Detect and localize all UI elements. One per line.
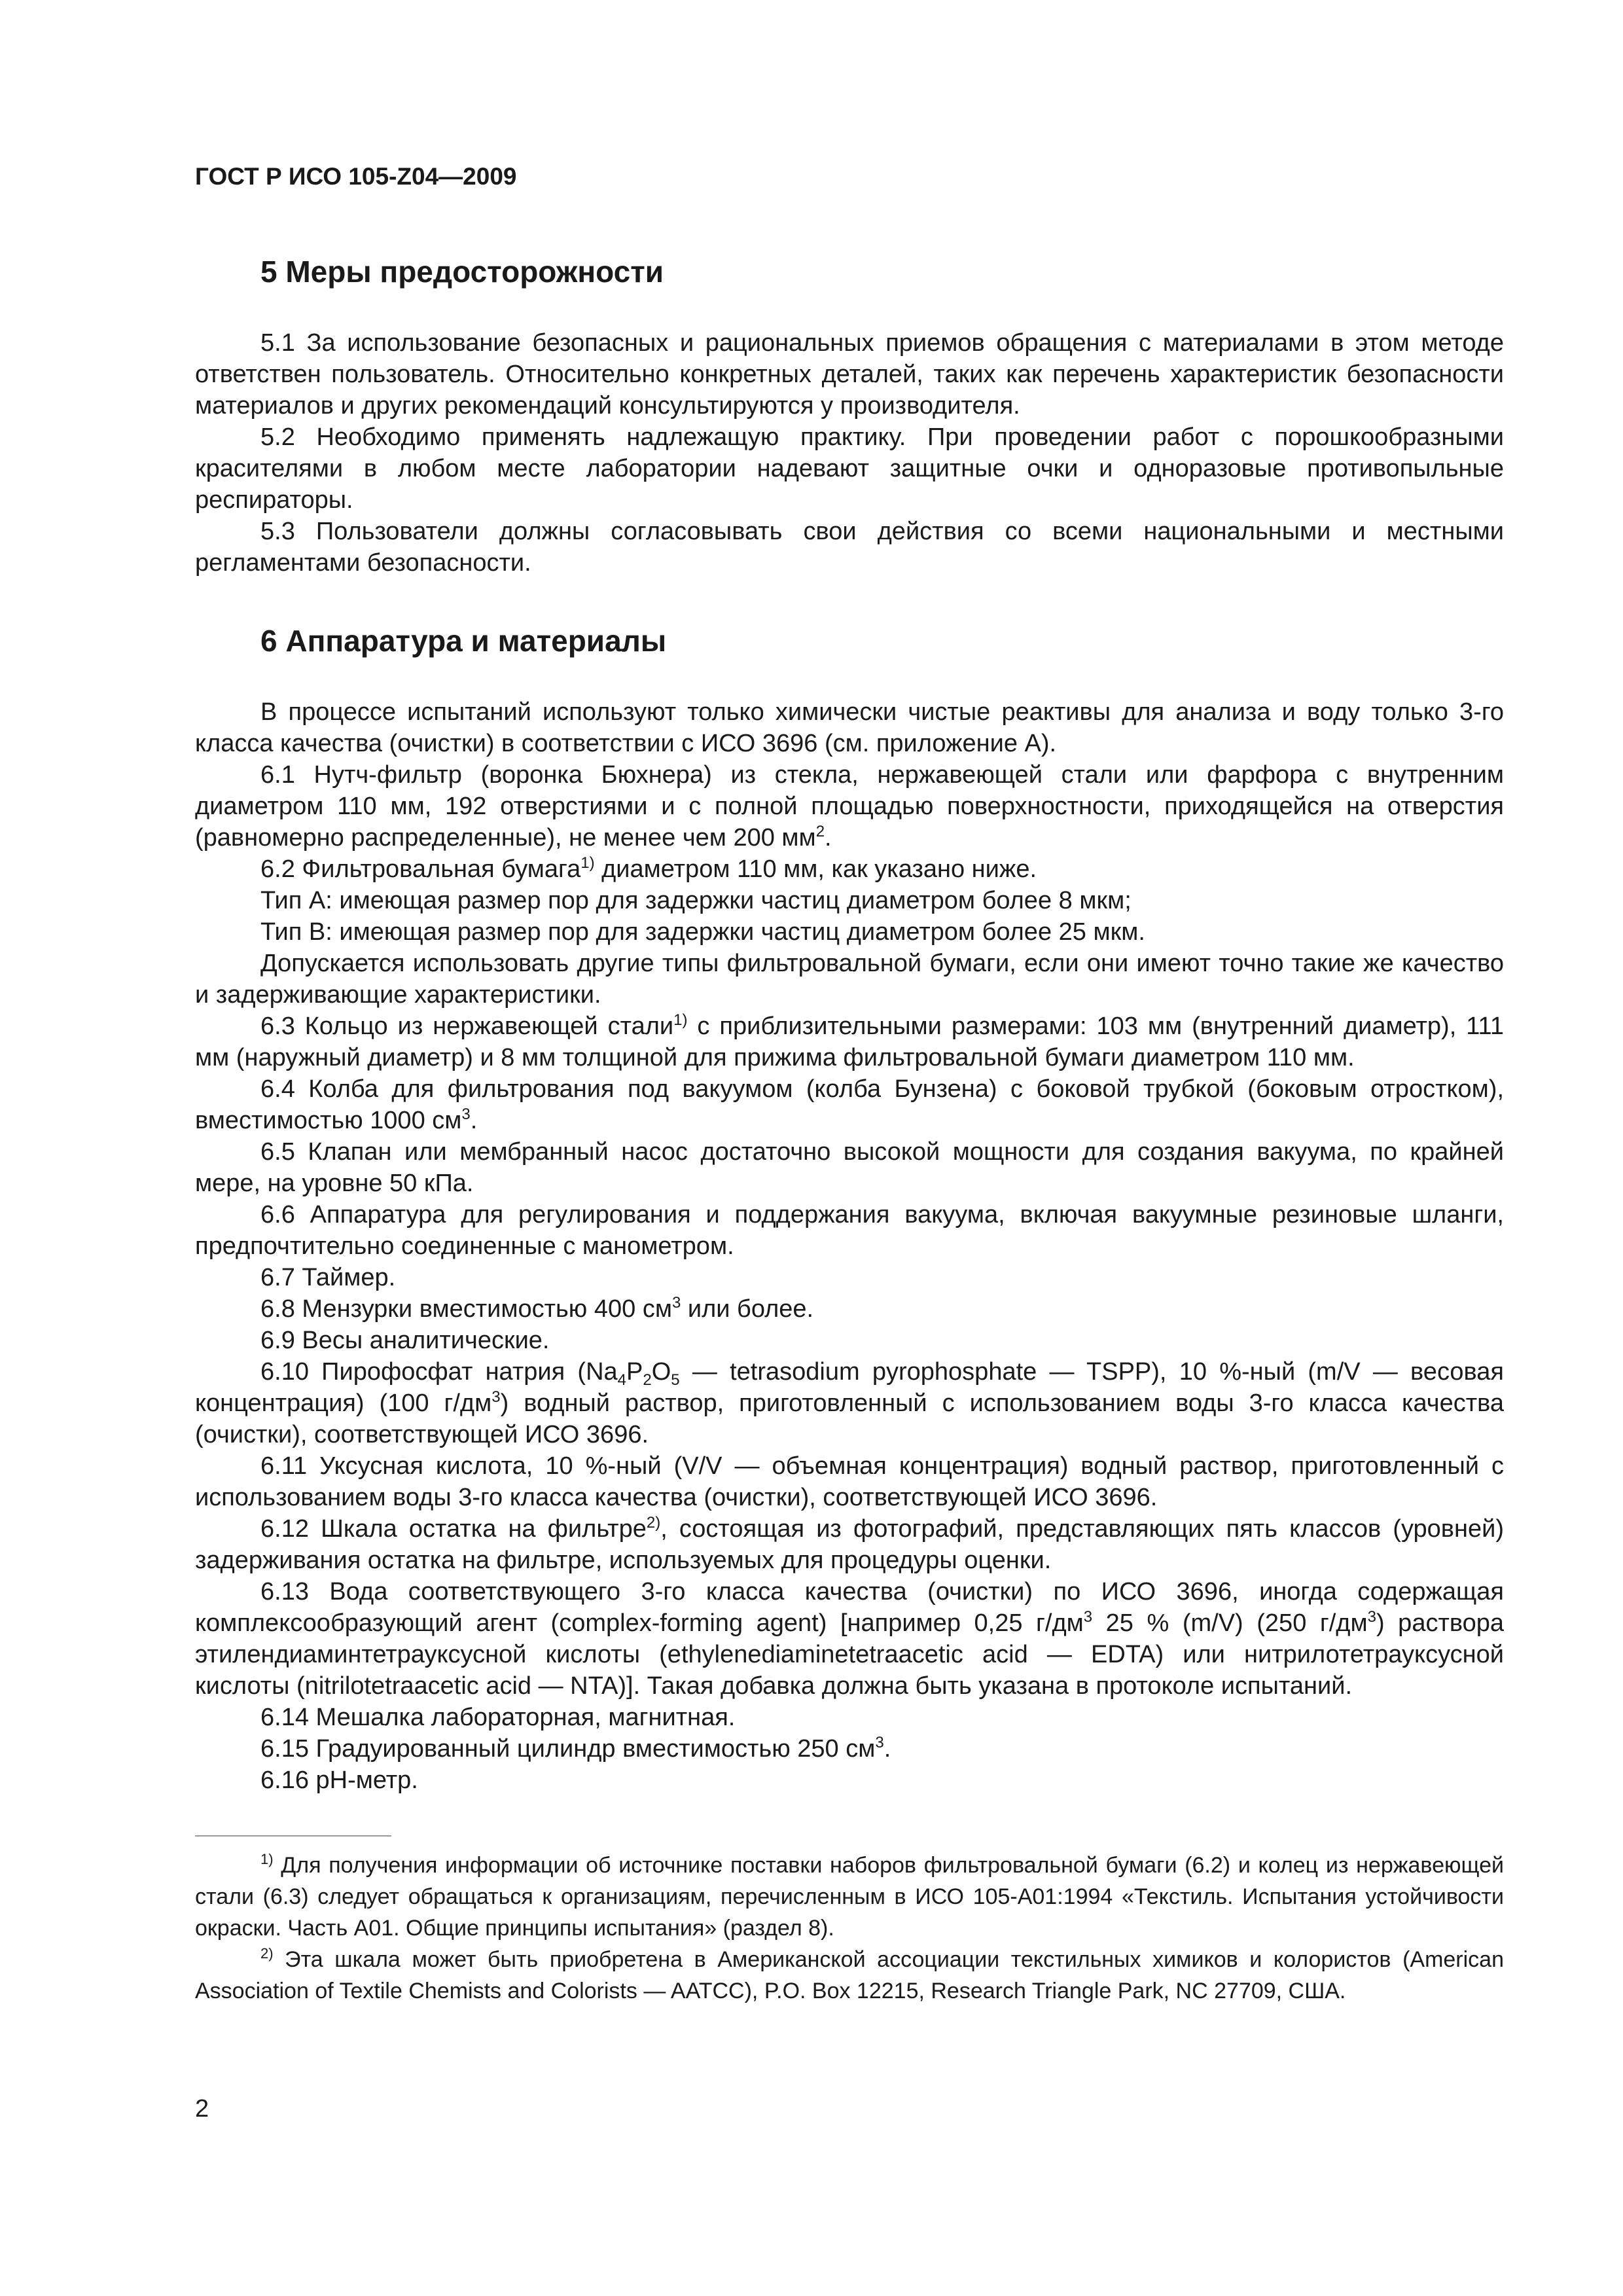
section-6-intro: В процессе испытаний используют только химически чистые реактивы для анализа и воду только 3-го класса качества (очистки) в соответствии с ИСО 3696 (см. приложение А). <box>195 698 1504 757</box>
paragraph-6-2-text-a: 6.2 Фильтровальная бумага <box>260 855 581 883</box>
paragraph-6-8-superscript: 3 <box>671 1294 681 1312</box>
paragraph-6-8 <box>195 1293 1504 1325</box>
section-5-title: 5 Меры предосторожности <box>260 255 664 289</box>
footnote-1-mark: 1) <box>260 1851 274 1867</box>
formula-subscript: 5 <box>671 1371 680 1389</box>
unit-superscript: 3 <box>1083 1608 1093 1626</box>
paragraph-6-10 <box>195 1356 1504 1450</box>
paragraph-6-1-end: . <box>825 824 832 852</box>
footnote-ref-1: 1) <box>673 1011 688 1029</box>
footnote-2 <box>195 1944 1504 2007</box>
paragraph-6-4-superscript: 3 <box>461 1105 471 1123</box>
paragraph-6-1-superscript: 2 <box>815 823 825 840</box>
unit-superscript: 3 <box>491 1388 501 1406</box>
document-page <box>195 162 1504 2007</box>
unit-superscript: 3 <box>875 1734 884 1751</box>
footnote-2-text: Эта шкала может быть приобретена в Американской ассоциации текстильных химиков и колористов (American Association of Textile Chemists and Colorists — AATCC), P.O. Box 12215, Research Triangle Park, NC 27709, США. <box>195 1947 1504 2003</box>
paragraph-6-12-text-b: , состоящая из фотографий, представляющих пять классов (уровней) задерживания остатка на фильтре, используемых для процедуры оценки. <box>195 1515 1504 1574</box>
paragraph-6-14: 6.14 Мешалка лабораторная, магнитная. <box>260 1704 736 1731</box>
paragraph-6-10-text-d: — tetrasodium pyrophosphate — TSPP), 10 %-ный (m/V — весовая концентрация) (100 г/дм <box>195 1358 1504 1417</box>
paragraph-6-4 <box>195 1073 1504 1136</box>
paragraph-6-16: 6.16 рН-метр. <box>260 1767 418 1794</box>
paragraph-6-8-text-a: 6.8 Мензурки вместимостью 400 см <box>260 1295 672 1323</box>
paragraph-6-9: 6.9 Весы аналитические. <box>260 1327 550 1354</box>
filter-type-a: Тип А: имеющая размер пор для задержки частиц диаметром более 8 мкм; <box>260 887 1132 914</box>
paragraph-6-10-text-b: P <box>626 1358 643 1386</box>
paragraph-6-4-text: 6.4 Колба для фильтрования под вакуумом (колба Бунзена) с боковой трубкой (боковым отростком), вместимостью 1000 см <box>195 1075 1504 1134</box>
paragraph-6-15-text: 6.15 Градуированный цилиндр вместимостью 250 см <box>260 1735 876 1763</box>
paragraph-6-13-text-a: 6.13 Вода соответствующего 3-го класса качества (очистки) по ИСО 3696, иногда содержащая комплексообразующий агент (complex-forming agent) [например 0,25 г/дм <box>195 1578 1504 1637</box>
other-filter-types: Допускается использовать другие типы фильтровальной бумаги, если они имеют точно такие же качество и задерживающие характеристики. <box>195 950 1504 1009</box>
page-number: 2 <box>195 2095 209 2123</box>
paragraph-6-3 <box>195 1011 1504 1073</box>
paragraph-6-6: 6.6 Аппаратура для регулирования и поддержания вакуума, включая вакуумные резиновые шланги, предпочтительно соединенные с манометром. <box>195 1201 1504 1260</box>
paragraph-6-1-text: 6.1 Нутч-фильтр (воронка Бюхнера) из стекла, нержавеющей стали или фарфора с внутренним диаметром 110 мм, 192 отверстиями и с полной площадью поверхностности, приходящейся на отверстия (равномерно распределенные), не менее чем 200 мм <box>195 761 1504 852</box>
paragraph-6-3-text-b: с приблизительными размерами: 103 мм (внутренний диаметр), 111 мм (наружный диаметр) и 8 мм толщиной для прижима фильтровальной бумаги диаметром 110 мм. <box>195 1013 1504 1071</box>
paragraph-5-3: 5.3 Пользователи должны согласовывать свои действия со всеми национальными и местными регламентами безопасности. <box>195 518 1504 577</box>
unit-superscript: 3 <box>1367 1608 1376 1626</box>
paragraph-6-3-text-a: 6.3 Кольцо из нержавеющей стали <box>260 1013 674 1040</box>
paragraph-6-10-text-a: 6.10 Пирофосфат натрия (Na <box>260 1358 618 1386</box>
document-header: ГОСТ Р ИСО 105-Z04—2009 <box>195 163 517 190</box>
paragraph-6-7: 6.7 Таймер. <box>260 1264 396 1291</box>
footnote-divider <box>195 1835 391 1837</box>
filter-type-b: Тип В: имеющая размер пор для задержки частиц диаметром более 25 мкм. <box>260 918 1145 946</box>
footnote-1 <box>195 1850 1504 1944</box>
paragraph-6-12-text-a: 6.12 Шкала остатка на фильтре <box>260 1515 647 1543</box>
paragraph-6-12 <box>195 1513 1504 1576</box>
paragraph-6-5: 6.5 Клапан или мембранный насос достаточно высокой мощности для создания вакуума, по крайней мере, на уровне 50 кПа. <box>195 1138 1504 1197</box>
footnote-ref-2: 2) <box>646 1514 661 1532</box>
section-6-title: 6 Аппаратура и материалы <box>260 624 667 658</box>
formula-subscript: 4 <box>617 1371 627 1389</box>
footnote-ref-1: 1) <box>580 854 595 872</box>
paragraph-6-11: 6.11 Уксусная кислота, 10 %-ный (V/V — объемная концентрация) водный раствор, приготовленный с использованием воды 3-го класса качества (очистки), соответствующей ИСО 3696. <box>195 1452 1504 1511</box>
paragraph-5-2: 5.2 Необходимо применять надлежащую практику. При проведении работ с порошкообразными красителями в любом месте лаборатории надевают защитные очки и одноразовые противопыльные респираторы. <box>195 423 1504 514</box>
formula-subscript: 2 <box>643 1371 652 1389</box>
paragraph-6-15-end: . <box>883 1735 891 1763</box>
paragraph-6-4-end: . <box>470 1107 478 1134</box>
paragraph-6-10-text-c: O <box>651 1358 671 1386</box>
paragraph-6-13 <box>195 1576 1504 1702</box>
paragraph-6-1 <box>195 759 1504 853</box>
paragraph-6-8-text-b: или более. <box>681 1295 814 1323</box>
paragraph-6-2 <box>195 853 1504 885</box>
paragraph-6-15 <box>195 1733 1504 1765</box>
paragraph-6-13-text-c: ) раствора этилендиаминтетрауксусной кислоты (ethylenediaminetetraacetic acid — EDTA) или нитрилотетрауксусной кислоты (nitrilotetraacetic acid — NTA)]. Такая добавка должна быть указана в протоколе испытаний. <box>195 1609 1505 1700</box>
footnote-1-text: Для получения информации об источнике поставки наборов фильтровальной бумаги (6.2) и колец из нержавеющей стали (6.3) следует обращаться к организациям, перечисленным в ИСО 105-А01:1994 «Текстиль. Испытания устойчивости окраски. Часть А01. Общие принципы испытания» (раздел 8). <box>195 1853 1504 1941</box>
paragraph-6-10-text-e: ) водный раствор, приготовленный с использованием воды 3-го класса качества (очистки), соответствующей ИСО 3696. <box>195 1390 1504 1448</box>
footnote-2-mark: 2) <box>260 1945 274 1962</box>
paragraph-6-2-text-b: диаметром 110 мм, как указано ниже. <box>594 855 1037 883</box>
paragraph-5-1: 5.1 За использование безопасных и рациональных приемов обращения с материалами в этом методе ответствен пользователь. Относительно конкретных деталей, таких как перечень характеристик безопасности материалов и других рекомендаций консультируются у производителя. <box>195 329 1504 420</box>
paragraph-6-13-text-b: 25 % (m/V) (250 г/дм <box>1092 1609 1368 1637</box>
